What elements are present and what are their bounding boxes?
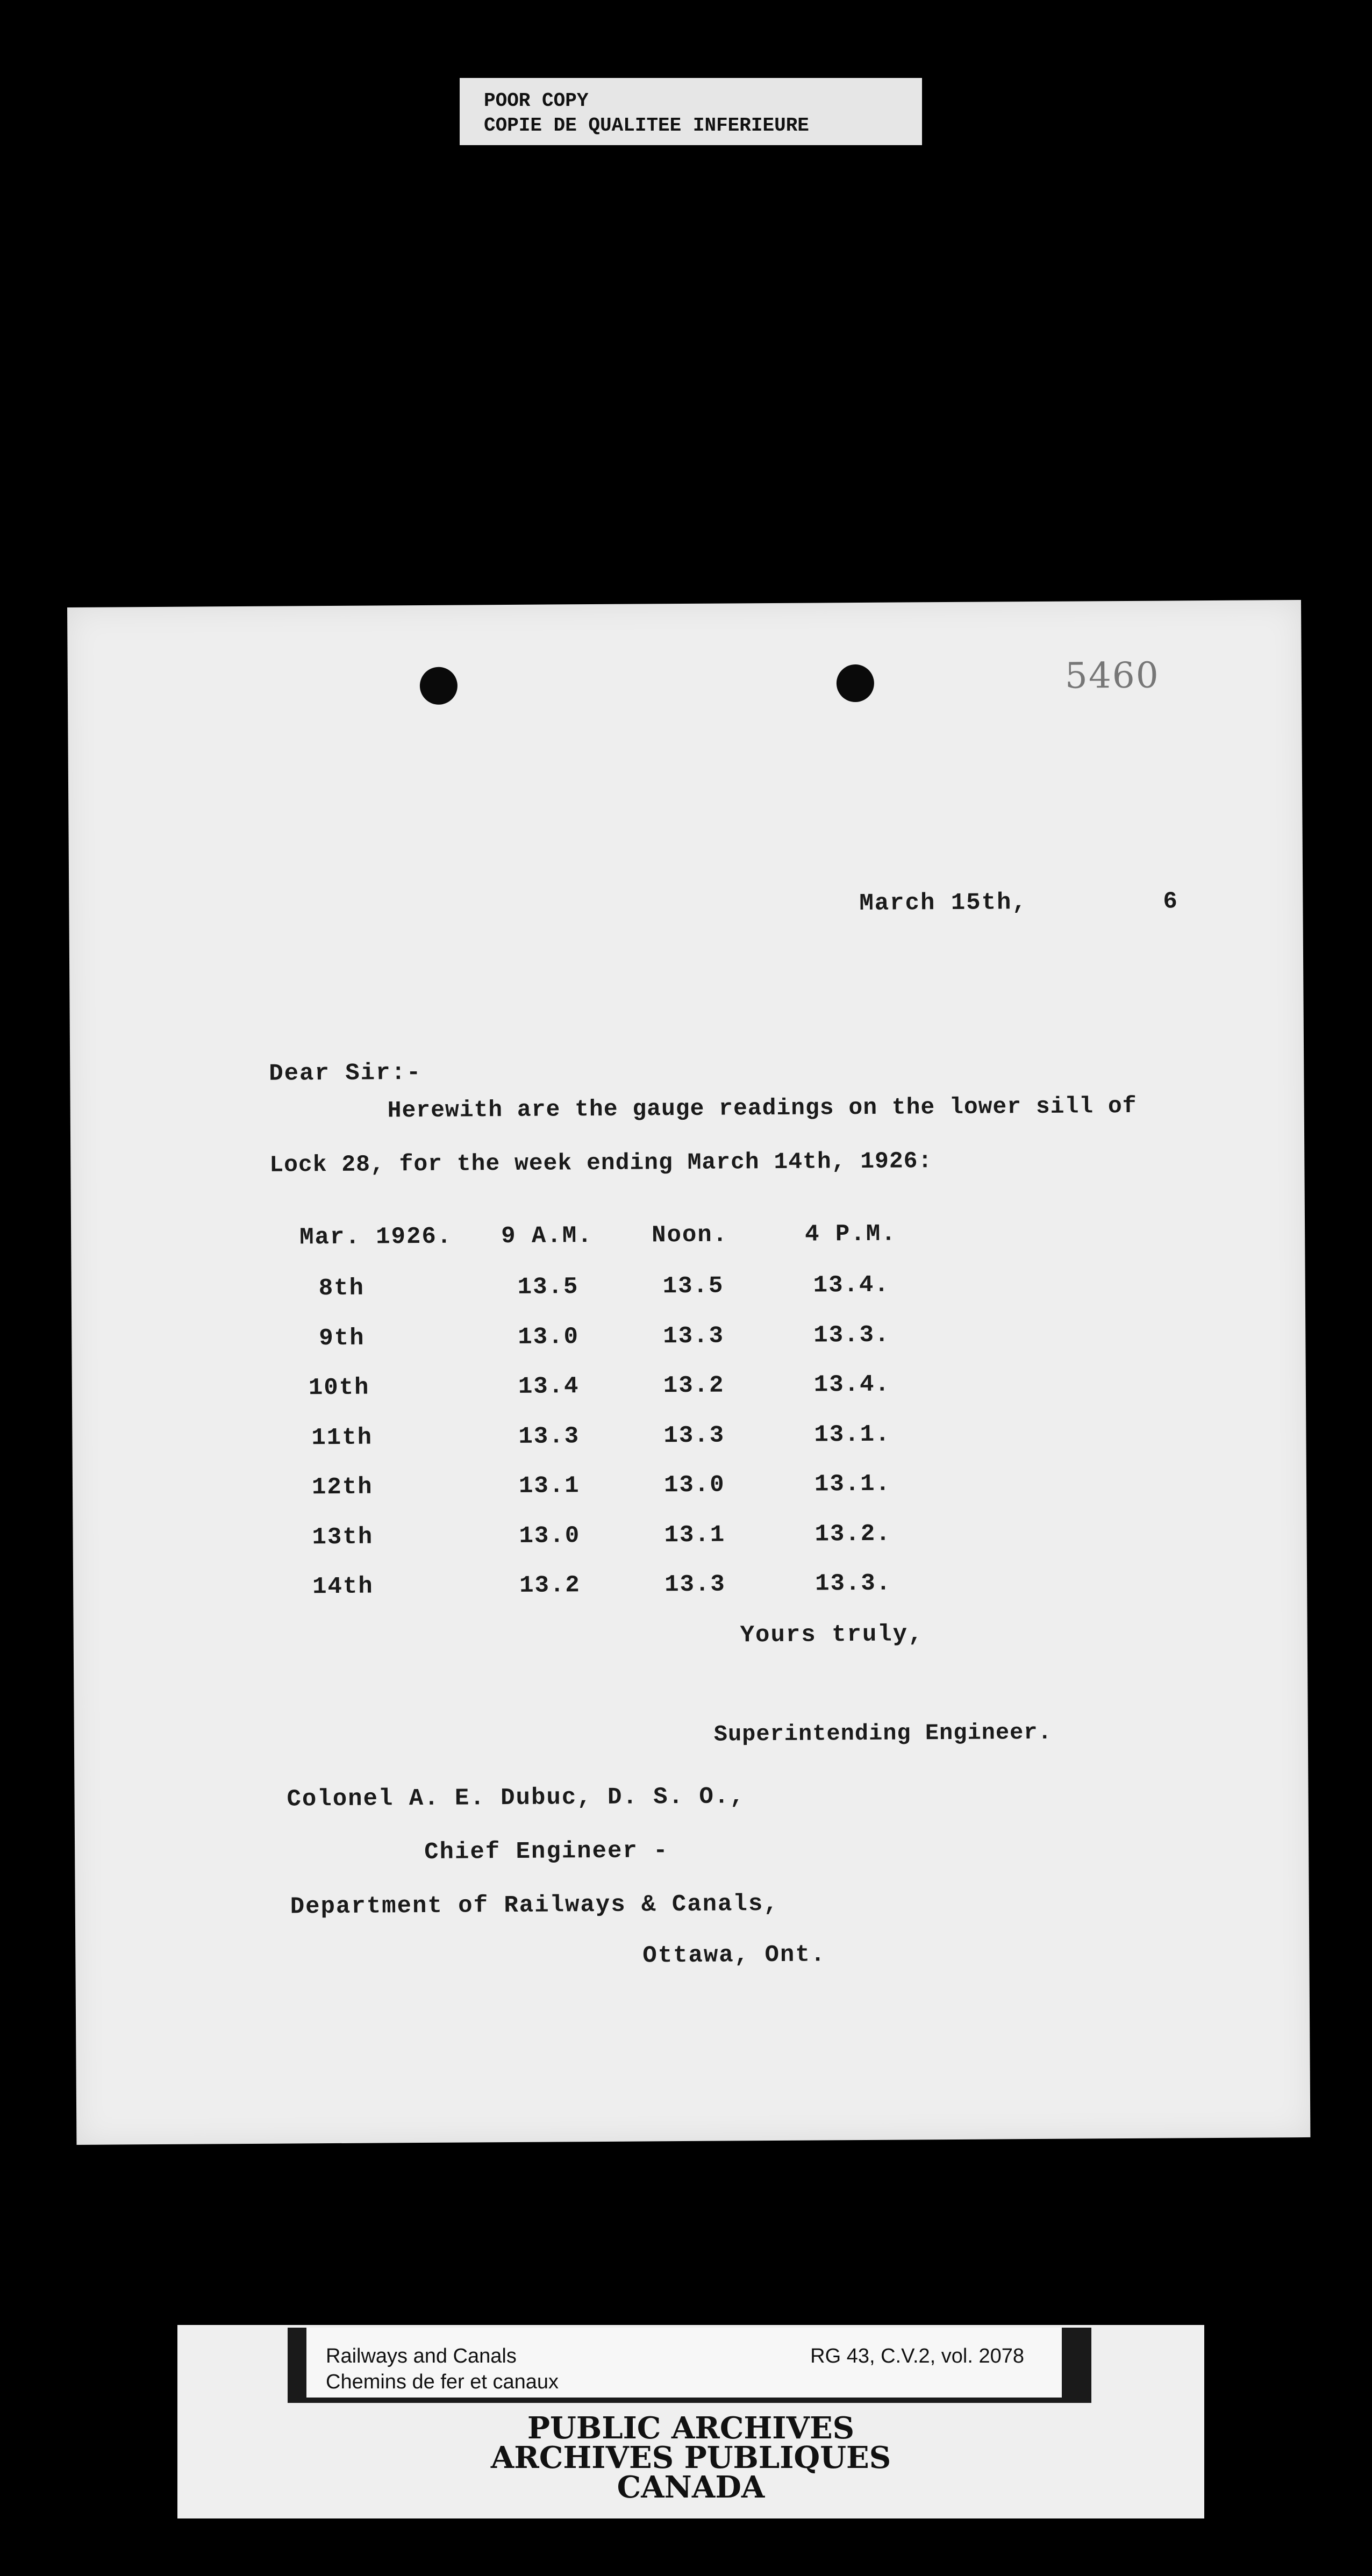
archive-reference-label (306, 2328, 1062, 2398)
row-4pm: 13.3. (813, 1321, 890, 1349)
signature-title: Superintending Engineer. (713, 1719, 1052, 1748)
row-4pm: 13.1. (814, 1421, 891, 1449)
archives-english: PUBLIC ARCHIVES (527, 2410, 855, 2446)
row-4pm: 13.2. (814, 1520, 891, 1548)
header-9am: 9 A.M. (501, 1222, 593, 1250)
row-date: 12th (311, 1473, 373, 1501)
body-line-1: Herewith are the gauge readings on the lower sill of (387, 1092, 1137, 1124)
row-noon: 13.3 (663, 1322, 725, 1350)
row-noon: 13.3 (663, 1422, 725, 1450)
punch-hole-left (420, 667, 458, 705)
row-date: 9th (319, 1325, 365, 1353)
fonds-english: Railways and Canals (326, 2345, 517, 2367)
public-archives-stamp (177, 2410, 1204, 2505)
row-noon: 13.1 (664, 1521, 726, 1549)
recipient-city: Ottawa, Ont. (642, 1941, 826, 1970)
row-9am: 13.0 (518, 1323, 580, 1351)
row-9am: 13.4 (518, 1373, 580, 1400)
archives-french: ARCHIVES PUBLIQUES (490, 2440, 891, 2475)
recipient-name: Colonel A. E. Dubuc, D. S. O., (287, 1783, 745, 1813)
archive-reference: RG 43, C.V.2, vol. 2078 (810, 2345, 1024, 2367)
body-line-2: Lock 28, for the week ending March 14th, 1926: (269, 1148, 933, 1178)
row-date: 10th (308, 1374, 370, 1402)
row-date: 8th (318, 1275, 365, 1303)
row-noon: 13.2 (663, 1372, 725, 1400)
fonds-french: Chemins de fer et canaux (326, 2371, 559, 2393)
page-number: 6 (1163, 888, 1178, 915)
recipient-department: Department of Railways & Canals, (290, 1890, 779, 1921)
row-noon: 13.3 (664, 1571, 726, 1599)
archives-country: CANADA (617, 2470, 765, 2505)
letter-date: March 15th, (859, 889, 1027, 918)
row-9am: 13.2 (519, 1572, 581, 1599)
row-noon: 13.0 (663, 1471, 725, 1499)
closing: Yours truly, (740, 1621, 924, 1649)
file-number: 5460 (1064, 654, 1160, 697)
letter-page (67, 600, 1310, 2145)
row-4pm: 13.4. (813, 1371, 891, 1399)
punch-hole-right (837, 664, 874, 702)
row-4pm: 13.3. (814, 1570, 892, 1598)
row-9am: 13.3 (518, 1423, 580, 1450)
row-date: 11th (311, 1424, 373, 1452)
header-date: Mar. 1926. (299, 1223, 453, 1251)
row-4pm: 13.1. (814, 1470, 891, 1498)
row-9am: 13.5 (517, 1273, 579, 1301)
header-noon: Noon. (652, 1221, 728, 1249)
row-9am: 13.1 (518, 1472, 580, 1500)
row-noon: 13.5 (662, 1272, 724, 1300)
salutation: Dear Sir:- (269, 1059, 422, 1087)
row-9am: 13.0 (519, 1522, 581, 1550)
banner-line-1: POOR COPY (484, 90, 589, 112)
recipient-title: Chief Engineer - (424, 1837, 669, 1866)
poor-copy-banner (460, 78, 922, 145)
row-date: 13th (312, 1523, 374, 1551)
banner-line-2: COPIE DE QUALITEE INFERIEURE (484, 115, 809, 137)
row-4pm: 13.4. (813, 1271, 890, 1299)
row-date: 14th (312, 1573, 374, 1601)
header-4pm: 4 P.M. (804, 1220, 897, 1248)
